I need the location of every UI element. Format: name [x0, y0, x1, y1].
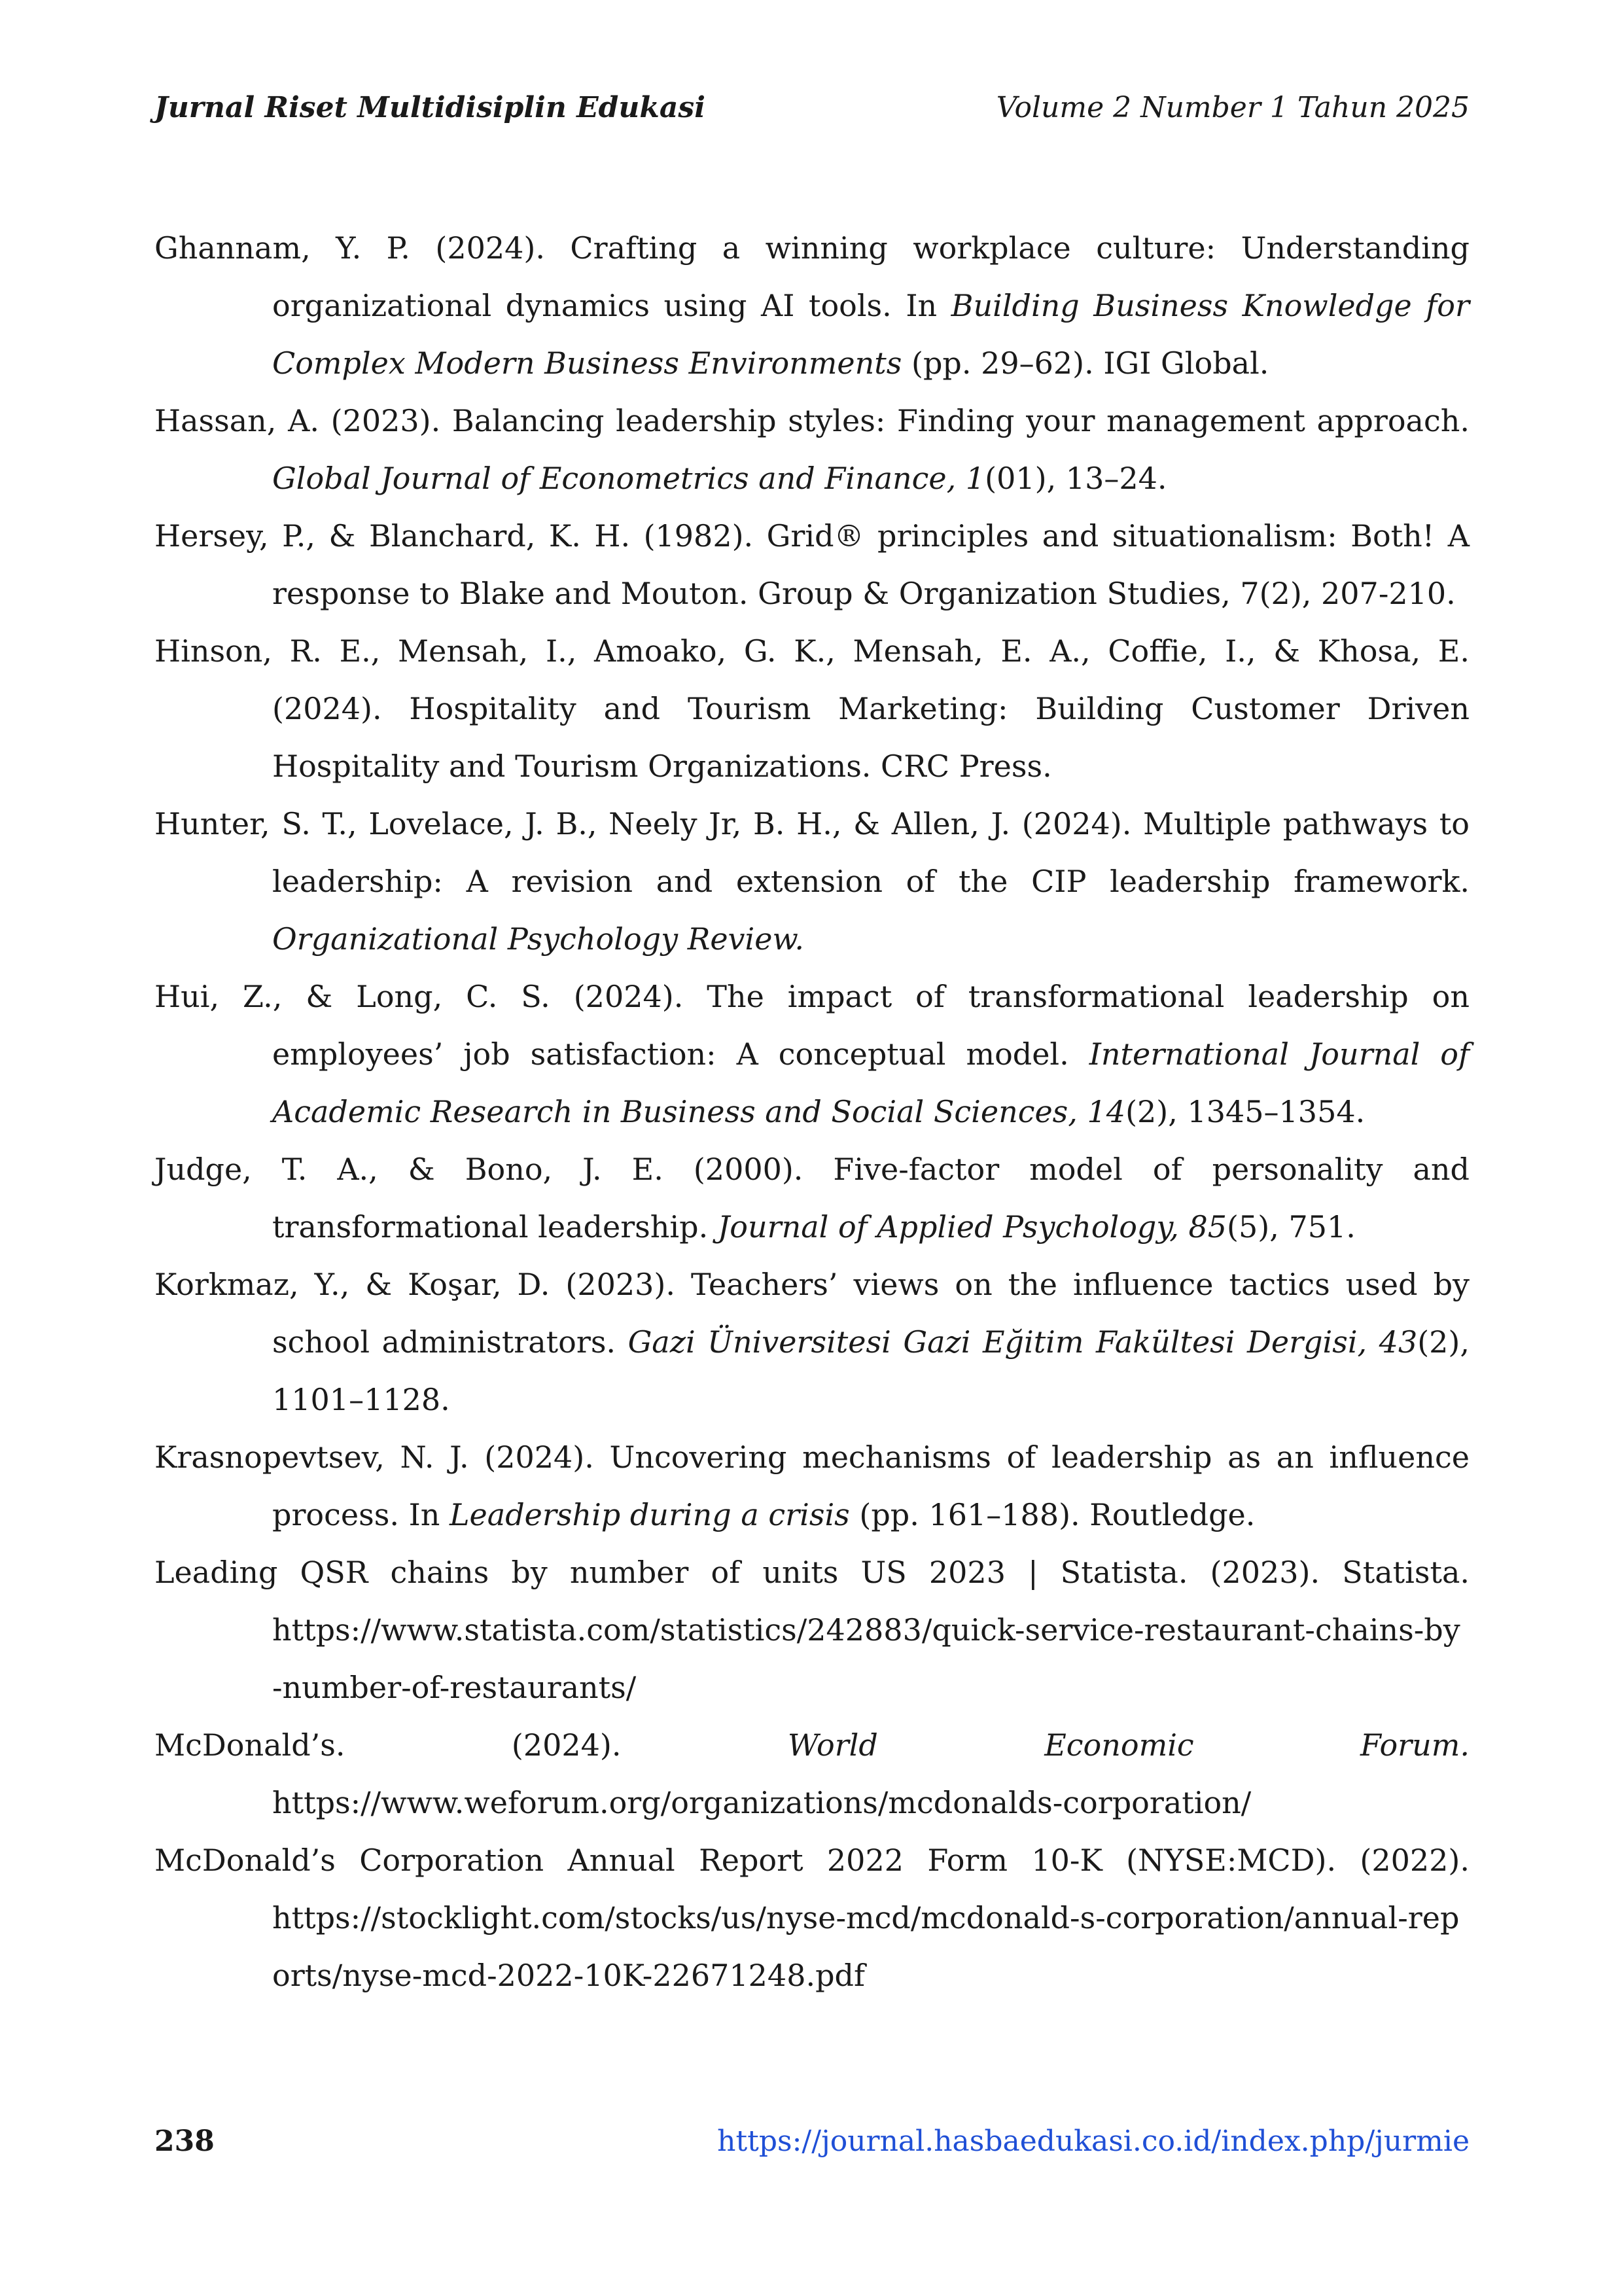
reference-hassan: Hassan, A. (2023). Balancing leadership styles: Finding your management approach. Global Journal of Econometrics and Finance, 1(01), 13–24.	[154, 403, 1470, 496]
reference-ghannam: Ghannam, Y. P. (2024). Crafting a winning workplace culture: Understanding organizational dynamics using AI tools. In Building Business Knowledge for Complex Modern Business Environments (pp. 29–62). IGI Global.	[154, 230, 1470, 381]
reference-korkmaz: Korkmaz, Y., & Koşar, D. (2023). Teachers’ views on the influence tactics used by school administrators. Gazi Üniversitesi Gazi Eğitim Fakültesi Dergisi, 43(2), 1101–1128.	[154, 1267, 1470, 1417]
reference-hersey: Hersey, P., & Blanchard, K. H. (1982). Grid® principles and situationalism: Both! A response to Blake and Mouton. Group & Organization Studies, 7(2), 207-210.	[154, 518, 1470, 611]
page-number: 238	[154, 2125, 215, 2158]
reference-list	[154, 219, 1470, 2004]
volume-info: Volume 2 Number 1 Tahun 2025	[996, 91, 1470, 124]
page-footer	[154, 2119, 1470, 2164]
running-header	[154, 85, 1470, 131]
journal-title: Jurnal Riset Multidisiplin Edukasi	[154, 91, 705, 124]
statista-url[interactable]: https://www.statista.com/statistics/242883/quick-service-restaurant-chains-by-number-of-restaurants/	[272, 1612, 1460, 1705]
reference-statista: Leading QSR chains by number of units US 2023 | Statista. (2023). Statista. https://www.statista.com/statistics/242883/quick-service-restaurant-chains-by-number-of-restaurants/	[154, 1544, 1470, 1716]
annual-report-url[interactable]: https://stocklight.com/stocks/us/nyse-mcd/mcdonald-s-corporation/annual-reports/nyse-mcd-2022-10K-22671248.pdf	[272, 1900, 1460, 1993]
reference-weforum: McDonald’s. (2024). World Economic Forum. https://www.weforum.org/organizations/mcdonalds-corporation/	[154, 1716, 1470, 1831]
reference-hui: Hui, Z., & Long, C. S. (2024). The impact of transformational leadership on employees’ job satisfaction: A conceptual model. International Journal of Academic Research in Business and Social Sciences, 14(2), 1345–1354.	[154, 979, 1470, 1129]
journal-link[interactable]: https://journal.hasbaedukasi.co.id/index.php/jurmie	[717, 2125, 1470, 2158]
reference-hunter: Hunter, S. T., Lovelace, J. B., Neely Jr, B. H., & Allen, J. (2024). Multiple pathways to leadership: A revision and extension of the CIP leadership framework. Organizational Psychology Review.	[154, 806, 1470, 957]
reference-hinson: Hinson, R. E., Mensah, I., Amoako, G. K., Mensah, E. A., Coffie, I., & Khosa, E. (2024). Hospitality and Tourism Marketing: Building Customer Driven Hospitality and Tourism Organizations. CRC Press.	[154, 633, 1470, 784]
reference-mcdonalds-annual-report: McDonald’s Corporation Annual Report 2022 Form 10-K (NYSE:MCD). (2022). https://stocklight.com/stocks/us/nyse-mcd/mcdonald-s-corporation/annual-reports/nyse-mcd-2022-10K-22671248.pdf	[154, 1831, 1470, 2004]
reference-krasnopevtsev: Krasnopevtsev, N. J. (2024). Uncovering mechanisms of leadership as an influence process. In Leadership during a crisis (pp. 161–188). Routledge.	[154, 1439, 1470, 1532]
reference-judge: Judge, T. A., & Bono, J. E. (2000). Five-factor model of personality and transformational leadership. Journal of Applied Psychology, 85(5), 751.	[154, 1152, 1470, 1245]
weforum-url[interactable]: https://www.weforum.org/organizations/mcdonalds-corporation/	[272, 1785, 1252, 1820]
